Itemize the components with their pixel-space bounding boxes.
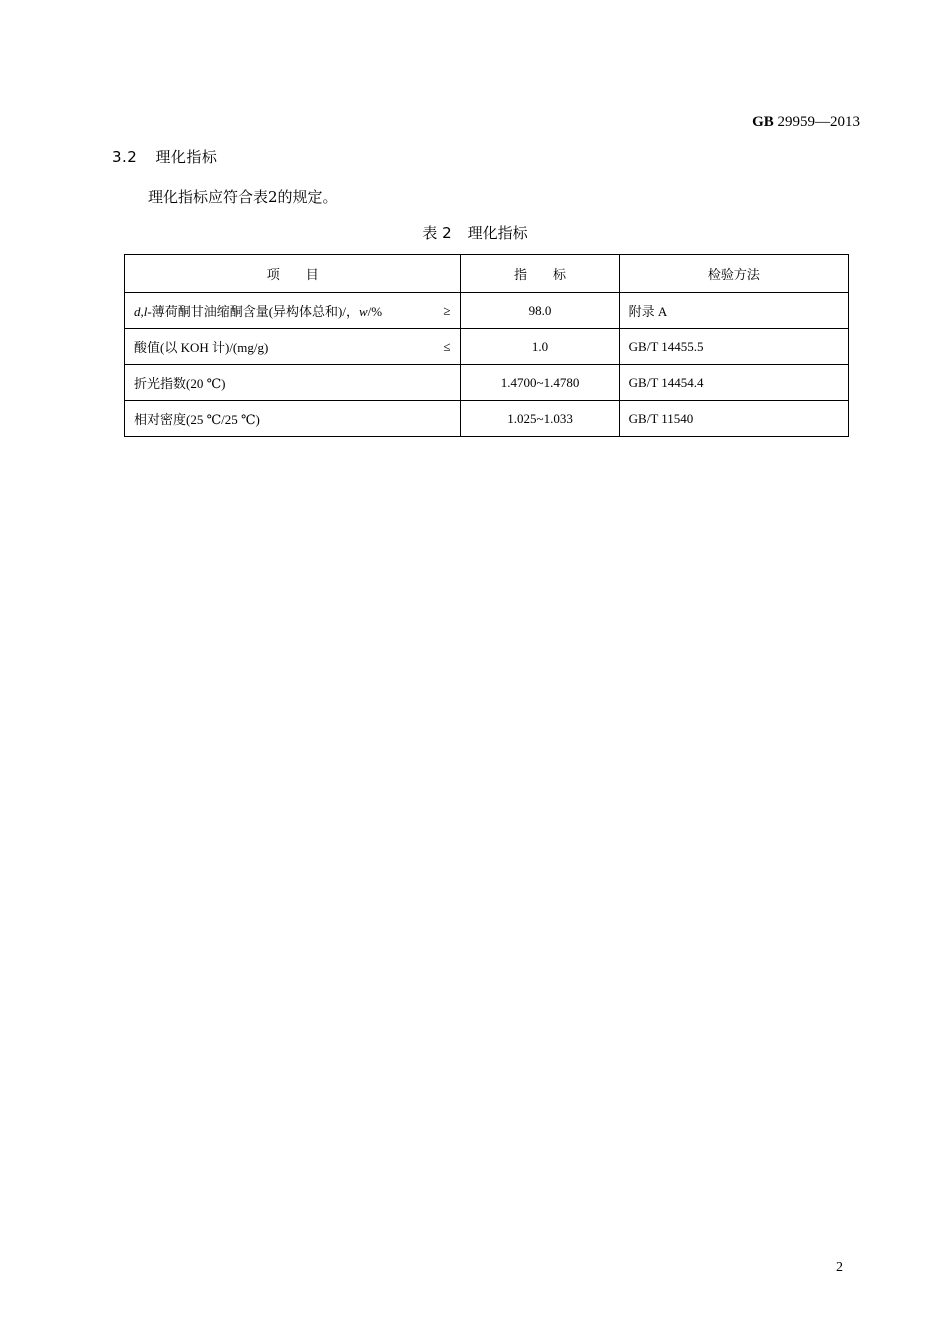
row-value: 98.0 xyxy=(461,293,619,329)
row-method: 附录 A xyxy=(619,293,848,329)
operator-symbol: ≥ xyxy=(443,302,451,318)
item-tail: /% xyxy=(367,304,383,319)
row-item xyxy=(125,329,461,365)
row-method: GB/T 14455.5 xyxy=(619,329,848,365)
section-heading xyxy=(112,146,217,167)
item-text: -薄荷酮甘油缩酮含量(异构体总和)/， xyxy=(147,304,359,319)
table-caption-number: 表 2 xyxy=(422,224,452,242)
row-item xyxy=(125,401,461,437)
row-value: 1.0 xyxy=(461,329,619,365)
item-text: 折光指数(20 ℃) xyxy=(134,376,226,391)
operator-symbol: ≤ xyxy=(443,338,451,354)
item-text: 酸值(以 KOH 计)/(mg/g) xyxy=(134,340,269,355)
row-method: GB/T 11540 xyxy=(619,401,848,437)
header-item: 项 目 xyxy=(125,255,461,293)
table-caption xyxy=(0,222,950,243)
body-paragraph: 理化指标应符合表2的规定。 xyxy=(148,188,338,206)
spec-table xyxy=(124,254,849,437)
section-title: 理化指标 xyxy=(155,148,218,166)
page-number: 2 xyxy=(836,1260,843,1275)
header-value: 指 标 xyxy=(461,255,619,293)
section-number: 3.2 xyxy=(112,148,138,166)
table-row xyxy=(125,401,849,437)
header-method: 检验方法 xyxy=(619,255,848,293)
table-row xyxy=(125,365,849,401)
table-caption-title: 理化指标 xyxy=(467,224,528,242)
standard-prefix: GB xyxy=(752,114,774,130)
row-method: GB/T 14454.4 xyxy=(619,365,848,401)
table-row xyxy=(125,293,849,329)
item-text: 相对密度(25 ℃/25 ℃) xyxy=(134,412,260,427)
item-italic-suffix: w xyxy=(358,304,368,319)
row-item xyxy=(125,293,461,329)
row-item xyxy=(125,365,461,401)
item-italic-prefix: d,l xyxy=(134,304,148,319)
row-value: 1.025~1.033 xyxy=(461,401,619,437)
row-value: 1.4700~1.4780 xyxy=(461,365,619,401)
standard-number: 29959—2013 xyxy=(777,114,860,130)
document-header xyxy=(752,114,860,131)
table-row xyxy=(125,329,849,365)
table-header-row xyxy=(125,255,849,293)
